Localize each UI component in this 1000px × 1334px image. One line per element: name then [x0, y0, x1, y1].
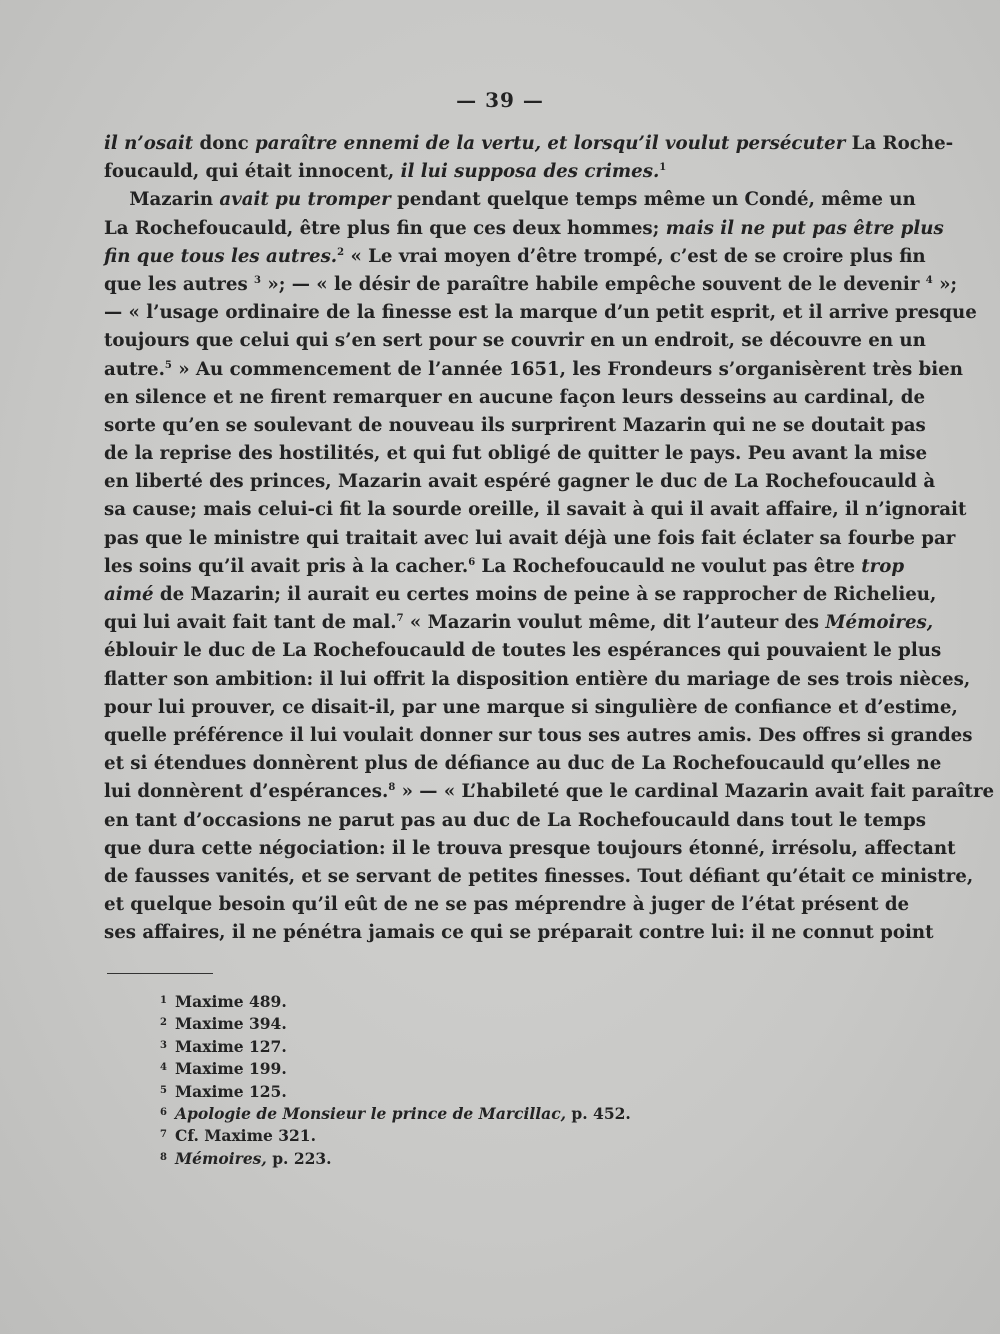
text-run: de la reprise des hostilités, et qui fut obligé de quitter le pays. Peu avant la mise — [104, 443, 928, 465]
text-run: en liberté des princes, Mazarin avait espéré gagner le duc de La Rochefoucauld à — [104, 471, 936, 493]
footnote-number: 4 — [160, 1062, 167, 1074]
text-run: Maxime 199. — [175, 1059, 287, 1079]
text-run: qui lui avait fait tant de mal. — [104, 612, 397, 634]
footnote-number: 5 — [160, 1084, 167, 1096]
footnote-ref: 2 — [337, 246, 345, 258]
text-run: Apologie de Monsieur le prince de Marcillac, — [175, 1103, 567, 1123]
text-run: » — « L’habileté que le cardinal Mazarin avait fait paraître — [395, 781, 995, 803]
text-run: sa cause; mais celui-ci fit la sourde oreille, il savait à qui il avait affaire, il n’ignorait — [104, 499, 967, 521]
footnote — [160, 1057, 631, 1079]
text-line — [104, 581, 937, 609]
text-run: de Mazarin; il aurait eu certes moins de peine à se rapprocher de Richelieu, — [153, 584, 937, 605]
footnote — [160, 1124, 631, 1146]
footnote — [160, 1012, 631, 1034]
text-line — [104, 384, 926, 412]
text-line — [104, 412, 926, 440]
text-run: La Roche- — [845, 133, 954, 154]
text-run: donc — [193, 133, 255, 154]
footnote-number: 8 — [160, 1151, 167, 1163]
text-line — [104, 750, 942, 778]
text-run: il lui supposa des crimes. — [400, 161, 660, 183]
text-run: toujours que celui qui s’en sert pour se couvrir en un endroit, se découvre en un — [104, 330, 926, 352]
footnote-number: 6 — [160, 1106, 167, 1118]
text-line — [104, 525, 956, 553]
text-line — [104, 271, 958, 299]
text-run: « Mazarin voulut même, dit l’auteur des — [403, 612, 826, 634]
text-run: pendant quelque temps même un Condé, même un — [390, 189, 916, 211]
text-line — [104, 835, 956, 863]
text-run: en silence et ne firent remarquer en aucune façon leurs desseins au cardinal, de — [104, 386, 926, 408]
text-line — [104, 496, 967, 524]
text-run: p. 223. — [266, 1148, 332, 1168]
text-run: Maxime 394. — [175, 1014, 287, 1034]
footnote-number: 3 — [160, 1039, 167, 1051]
text-line — [104, 243, 926, 271]
footnote-ref: 7 — [396, 613, 404, 625]
text-run: mais il ne put pas être plus — [665, 217, 944, 239]
text-line — [104, 609, 934, 637]
footnote-ref: 1 — [659, 162, 667, 174]
text-line — [104, 440, 928, 468]
text-line — [104, 215, 944, 243]
text-run: foucauld, qui était innocent, — [104, 161, 401, 183]
footnotes — [160, 990, 631, 1169]
footnote-number: 7 — [160, 1129, 167, 1141]
footnote-ref: 4 — [925, 274, 933, 286]
text-line — [104, 356, 963, 384]
text-run: flatter son ambition: il lui offrit la disposition entière du mariage de ses trois nièces, — [104, 668, 971, 690]
text-line — [104, 891, 910, 919]
footnote — [160, 1147, 631, 1169]
text-line — [104, 158, 890, 186]
text-run: « Le vrai moyen d’être trompé, c’est de se croire plus fin — [344, 245, 926, 267]
text-run: éblouir le duc de La Rochefoucauld de toutes les espérances qui pouvaient le plus — [104, 640, 942, 662]
text-run: autre. — [104, 358, 165, 380]
text-run: et si étendues donnèrent plus de défiance au duc de La Rochefoucauld qu’elles ne — [104, 753, 942, 775]
footnote-ref: 3 — [254, 274, 261, 286]
text-line — [104, 327, 926, 355]
page-number: — 39 — — [456, 88, 544, 112]
footnote — [160, 1080, 631, 1102]
text-run: que dura cette négociation: il le trouva presque toujours étonné, irrésolu, affectant — [104, 837, 956, 859]
text-run: Mémoires, — [175, 1148, 267, 1168]
footnote-ref: 8 — [388, 782, 396, 794]
text-line — [104, 722, 973, 750]
text-run: aimé — [104, 584, 154, 605]
text-line — [104, 468, 936, 496]
text-run: que les autres — [104, 273, 255, 295]
text-line — [104, 694, 958, 722]
text-run: Maxime 127. — [175, 1036, 287, 1056]
text-run: »; — [932, 273, 958, 295]
text-line — [104, 299, 977, 327]
text-line — [104, 186, 916, 214]
footnote — [160, 990, 631, 1012]
text-run: sorte qu’en se soulevant de nouveau ils surprirent Mazarin qui ne se doutait pas — [104, 414, 926, 436]
text-run: »; — « le désir de paraître habile empêche souvent de le devenir — [261, 273, 926, 295]
text-run: pas que le ministre qui traitait avec lui avait déjà une fois fait éclater sa fourbe par — [104, 527, 956, 549]
text-run: fin que tous les autres. — [104, 245, 338, 267]
footnote — [160, 1102, 631, 1124]
text-line — [104, 130, 954, 158]
footnote-separator — [107, 973, 213, 974]
text-run: avait pu tromper — [219, 189, 391, 211]
footnote — [160, 1035, 631, 1057]
text-run: en tant d’occasions ne parut pas au duc de La Rochefoucauld dans tout le temps — [104, 809, 927, 831]
body-text — [104, 130, 995, 947]
text-run: pour lui prouver, ce disait-il, par une marque si singulière de confiance et d’estime, — [104, 696, 958, 718]
footnote-number: 1 — [160, 995, 167, 1006]
text-run: paraître ennemi de la vertu, et lorsqu’il voulut persécuter — [254, 133, 846, 154]
text-line — [104, 778, 995, 806]
text-run: p. 452. — [566, 1103, 631, 1123]
text-line — [104, 666, 971, 694]
text-run: ses affaires, il ne pénétra jamais ce qui se préparait contre lui: il ne connut point — [104, 922, 934, 944]
text-run: Mazarin — [104, 189, 220, 211]
text-run: La Rochefoucauld ne voulut pas être — [475, 555, 862, 577]
text-run: lui donnèrent d’espérances. — [104, 781, 389, 803]
text-run: » Au commencement de l’année 1651, les Frondeurs s’organisèrent très bien — [171, 358, 963, 380]
text-run: Maxime 489. — [175, 992, 287, 1011]
text-run: Mémoires, — [825, 612, 934, 634]
text-line — [104, 807, 927, 835]
text-run: trop — [861, 555, 905, 577]
text-line — [104, 637, 942, 665]
text-run: Cf. Maxime 321. — [175, 1126, 316, 1146]
text-line — [104, 863, 974, 891]
text-run: il n’osait — [104, 133, 194, 154]
footnote-ref: 6 — [468, 556, 476, 568]
footnote-ref: 5 — [164, 359, 172, 371]
text-run: de fausses vanités, et se servant de petites finesses. Tout défiant qu’était ce ministre, — [104, 865, 974, 887]
text-line — [104, 919, 934, 947]
text-run: Maxime 125. — [175, 1081, 287, 1101]
footnote-number: 2 — [160, 1017, 167, 1029]
text-run: — « l’usage ordinaire de la finesse est la marque d’un petit esprit, et il arrive presque — [104, 302, 977, 324]
text-run: les soins qu’il avait pris à la cacher. — [104, 555, 469, 577]
text-line — [104, 553, 905, 581]
text-run: quelle préférence il lui voulait donner sur tous ses autres amis. Des offres si grandes — [104, 724, 973, 746]
text-run: La Rochefoucauld, être plus fin que ces deux hommes; — [104, 217, 666, 239]
text-run: et quelque besoin qu’il eût de ne se pas méprendre à juger de l’état présent de — [104, 894, 910, 916]
